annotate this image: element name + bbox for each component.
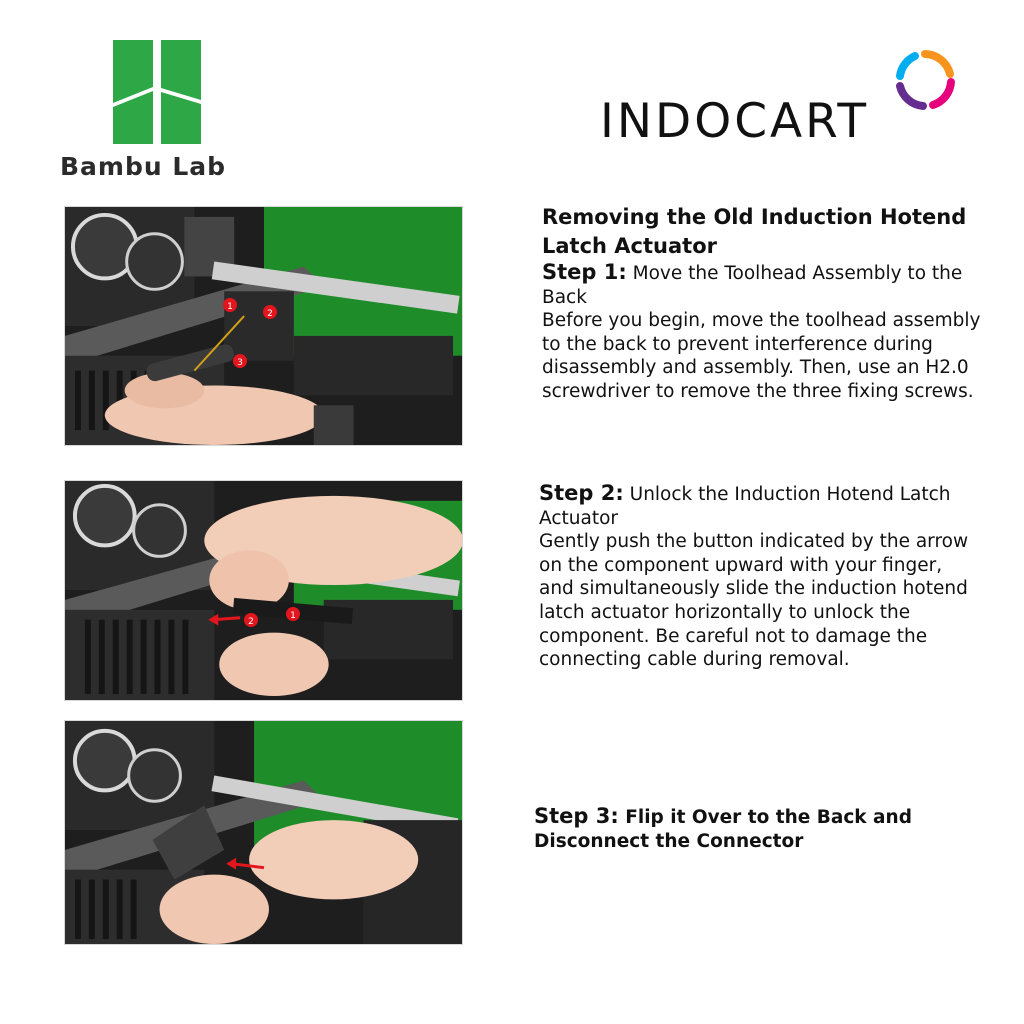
step1-subtitle: Move the Toolhead Assembly to the Back (542, 263, 963, 308)
step3-text (534, 804, 974, 854)
page-title: Removing the Old Induction Hotend Latch Actuator (542, 205, 967, 258)
step1-marker-3 (233, 354, 247, 368)
svg-text:1: 1 (290, 611, 296, 621)
indocart-logo (600, 48, 960, 158)
step1-text (542, 261, 982, 404)
step3-photo (64, 720, 463, 945)
step3-subtitle: Flip it Over to the Back and Disconnect the Connector (534, 807, 912, 852)
svg-text:2: 2 (248, 617, 254, 627)
step3-label: Step 3: (534, 804, 619, 828)
svg-text:3: 3 (237, 358, 243, 368)
bambu-lab-mark-icon (113, 40, 201, 144)
step1-photo (64, 206, 463, 446)
step2-marker-1 (286, 607, 300, 621)
step1-marker-2 (263, 305, 277, 319)
svg-text:1: 1 (227, 302, 233, 312)
step2-label: Step 2: (539, 481, 624, 505)
bambu-lab-logo (60, 40, 260, 180)
svg-text:2: 2 (267, 309, 273, 319)
indocart-wordmark: INDOCART (600, 94, 870, 149)
step2-marker-2 (244, 613, 258, 627)
step2-text (539, 482, 979, 672)
step1-label: Step 1: (542, 260, 627, 284)
step2-body: Gently push the button indicated by the arrow on the component upward with your finger, and simultaneously slide the induction hotend latch actuator horizontally to unlock the component. Be careful not to damage the connecting cable during removal. (539, 531, 969, 671)
step2-photo (64, 480, 463, 701)
bambu-lab-wordmark: Bambu Lab (60, 152, 227, 181)
step1-marker-1 (223, 298, 237, 312)
step2-subtitle: Unlock the Induction Hotend Latch Actuator (539, 484, 951, 529)
step1-body: Before you begin, move the toolhead assembly to the back to prevent interference during disassembly and assembly. Then, use an H2.0 screwdriver to remove the three fixing screws. (542, 310, 981, 402)
indocart-ring-icon (893, 48, 957, 112)
